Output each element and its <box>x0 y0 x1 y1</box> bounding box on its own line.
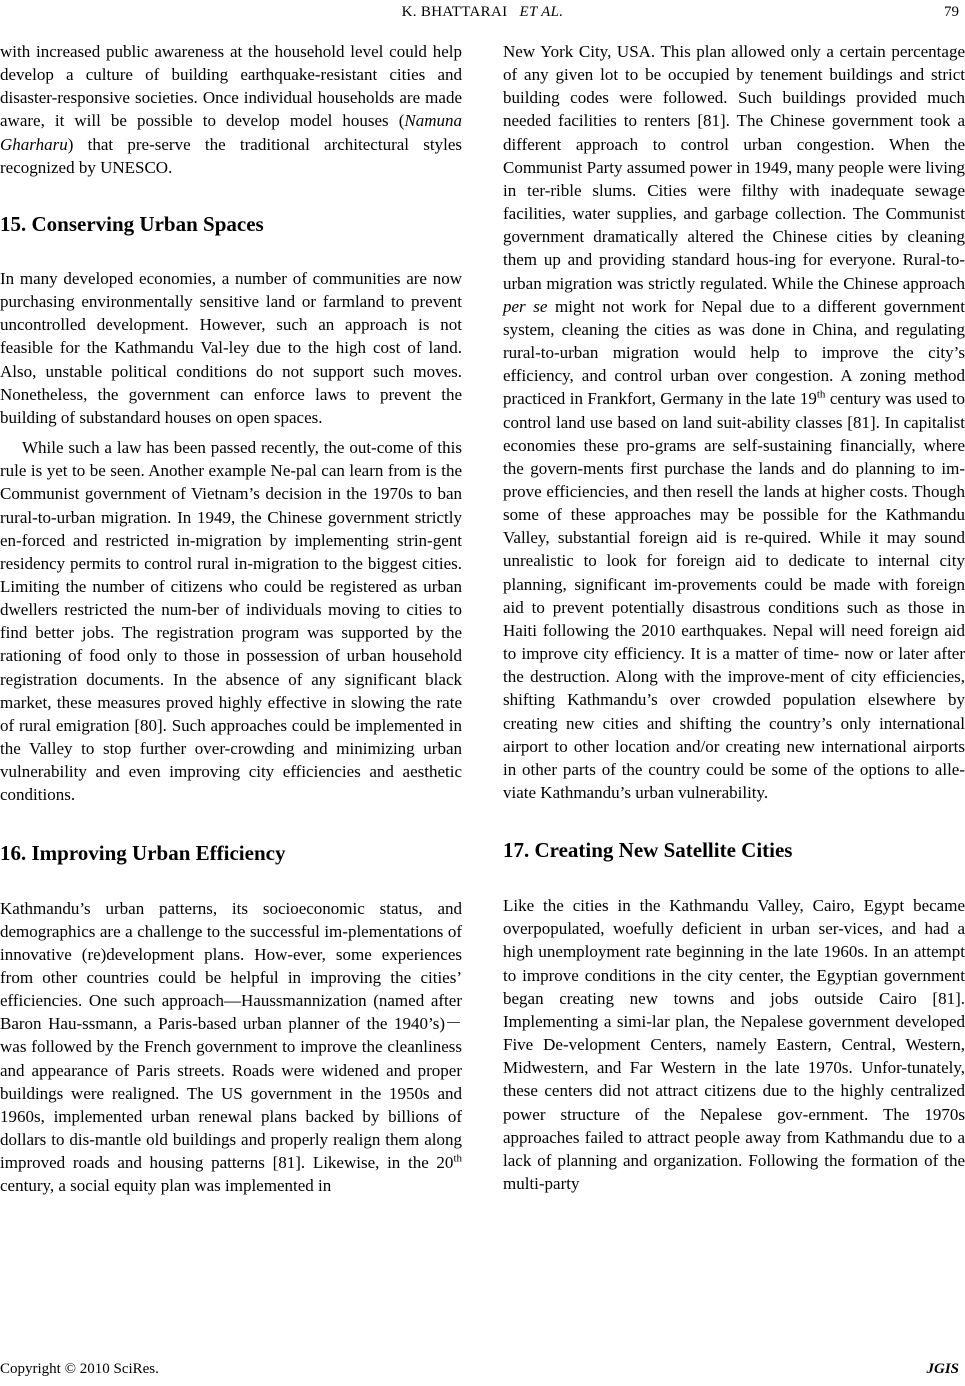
right-column <box>503 40 965 1195</box>
paragraph-17-1: Like the cities in the Kathmandu Valley, Cairo, Egypt became overpopulated, woefully deficient in urban ser-vices, and had a high unemployment rate beginning in the late 1960s. In an attempt to improve conditions in the city center, the Egyptian government began creating new towns and jobs outside Cairo [81]. Implementing a simi-lar plan, the Nepalese government developed Five De-velopment Centers, namely Eastern, Central, Western, Midwestern, and Far Western in the late 1970s. Unfor-tunately, these centers did not attract citizens due to the highly centralized power structure of the Nepalese gov-ernment. The 1970s approaches failed to attract people away from Kathmandu due to a lack of planning and organization. Following the formation of the multi-party <box>503 896 965 1194</box>
left-column <box>0 40 462 1198</box>
journal-abbrev: JGIS <box>926 1361 959 1377</box>
page-number: 79 <box>944 4 959 20</box>
text-span: with increased public awareness at the household level could help develop a culture of building earthquake-resistant cities and disaster-responsive societies. Once individual households are made aware, it will be possible to develop model houses ( <box>0 42 462 131</box>
running-head-etal: ET AL. <box>519 4 564 20</box>
page-header <box>0 4 965 28</box>
text-span: ) that pre-serve the traditional architectural styles recognized by UNESCO. <box>0 134 462 177</box>
section-heading-15: 15. Conserving Urban Spaces <box>0 211 264 236</box>
text-span: century was used to control land use based on land suit-ability classes [81]. In capitalist economies these pro-grams are self-sustaining financially, where the govern-ments first purchase the lands and do planning to im-prove efficiencies, and then resell the lands at higher costs. Though some of these approaches may be possible for the Kathmandu Valley, substantial foreign aid is re-quired. While it may sound unrealistic to look for foreign aid to dedicate to internal city planning, significant im-provements could be made with foreign aid to prevent potentially disastrous conditions such as those in Haiti following the 2010 earthquakes. Nepal will need foreign aid to improve city efficiency. It is a matter of time- now or later after the destruction. Along with the improve-ment of city efficiencies, shifting Kathmandu’s over crowded population elsewhere by creating new cities and shifting the country’s only international airport to other location and/or creating new international airports in other parts of the country could be some of the options to alle-viate Kathmandu’s urban vulnerability. <box>503 389 965 802</box>
paragraph-15-2: While such a law has been passed recently, the out-come of this rule is yet to be seen. Another example Ne-pal can learn from is the Communist government of Vietnam’s decision in the 1970s to ban rural-to-urban migration. In 1949, the Chinese government strictly en-forced and restricted in-migration by implementing strin-gent residency permits to control rural in-migration to the biggest cities. Limiting the number of citizens who could be registered as urban dwellers restricted the num-ber of individuals moving to cities to find better jobs. The registration program was supported by the rationing of food only to those in possession of urban household registration documents. In the absence of any significant black market, these measures proved highly effective in slowing the rate of rural emigration [80]. Such approaches could be implemented in the Valley to stop further over-crowding and minimizing urban vulnerability and even improving city efficiencies and aesthetic conditions. <box>0 438 462 805</box>
paragraph-15-1: In many developed economies, a number of communities are now purchasing environmentally sensitive land or farmland to prevent uncontrolled development. However, such an approach is not feasible for the Kathmandu Val-ley due to the high cost of land. Also, unstable political conditions do not support such moves. Nonetheless, the government can enforce laws to prevent the building of substandard houses on open spaces. <box>0 268 462 427</box>
page-footer <box>0 1361 965 1381</box>
text-span: century, a social equity plan was implemented in <box>0 1176 332 1196</box>
paragraph-intro <box>0 40 462 179</box>
text-span: might not work for Nepal due to a different government system, cleaning the cities as was done in China, and regulating rural-to-urban migration would help to improve the city’s efficiency, and control urban over congestion. A zoning method practiced in Frankfort, Germany in the late 19 <box>503 296 965 409</box>
paragraph-continued <box>503 40 965 804</box>
superscript: th <box>453 1152 462 1165</box>
paragraph-16-1 <box>0 897 462 1198</box>
italic-term: Namuna Gharharu <box>0 111 462 154</box>
running-head <box>0 4 965 21</box>
italic-term: per se <box>503 296 548 316</box>
text-span: Kathmandu’s urban patterns, its socioeconomic status, and demographics are a challenge to the successful im-plementations of innovative (re)development plans. How-ever, some experiences from other countries could be helpful in improving the cities’ efficiencies. One such approach—Haussmannization (named after Baron Hau-ssmann, a Paris-based urban planner of the 1940’s)－was followed by the French government to improve the cleanliness and appearance of Paris streets. Roads were widened and proper buildings were realigned. The US government in the 1950s and 1960s, implemented urban renewal plans backed by billions of dollars to dis-mantle old buildings and properly realign them along improved roads and housing patterns [81]. Likewise, in the 20 <box>0 898 462 1173</box>
text-span: New York City, USA. This plan allowed only a certain percentage of any given lot to be occupied by tenement buildings and strict building codes were followed. Such buildings provided much needed facilities to renters [81]. The Chinese government took a different approach to control urban congestion. When the Communist Party assumed power in 1949, many people were living in ter-rible slums. Cities were filthy with inadequate sewage facilities, water supplies, and garbage collection. The Communist government dramatically altered the Chinese cities by cleaning them up and providing standard hous-ing for everyone. Rural-to-urban migration was strictly regulated. While the Chinese approach <box>503 42 965 293</box>
copyright-notice: Copyright © 2010 SciRes. <box>0 1361 159 1377</box>
running-head-authors: K. BHATTARAI <box>401 4 508 20</box>
superscript: th <box>816 388 826 401</box>
section-heading-16: 16. Improving Urban Efficiency <box>0 840 286 865</box>
section-heading-17: 17. Creating New Satellite Cities <box>503 838 793 863</box>
